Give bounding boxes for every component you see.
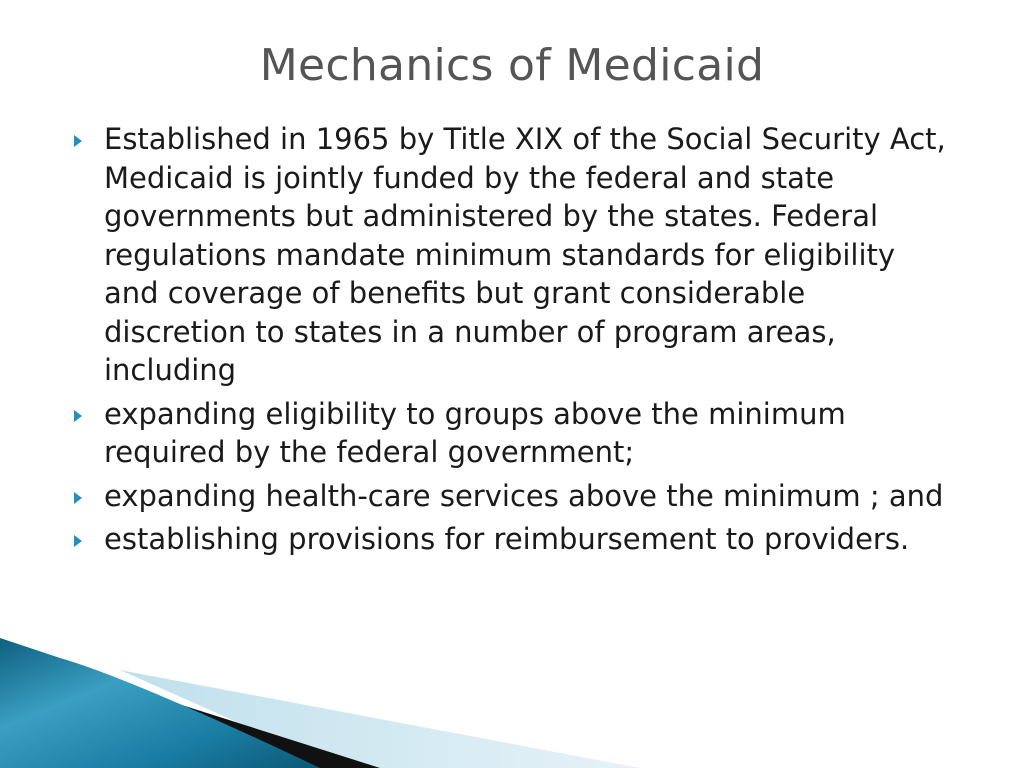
triangle-arrow-icon <box>74 535 82 547</box>
bullet-item <box>72 395 952 472</box>
bullet-item <box>72 120 952 390</box>
bullet-text: establishing provisions for reimbursement to providers. <box>104 522 910 556</box>
bullet-item <box>72 477 952 516</box>
triangle-arrow-icon <box>74 410 82 422</box>
bullet-item <box>72 520 952 559</box>
bullet-text: expanding eligibility to groups above the minimum required by the federal government; <box>104 396 846 469</box>
slide-title: Mechanics of Medicaid <box>259 40 765 91</box>
triangle-arrow-icon <box>74 135 82 147</box>
decorative-wave <box>0 638 1024 768</box>
bullet-text: expanding health-care services above the minimum ; and <box>104 478 944 513</box>
bullet-text: Established in 1965 by Title XIX of the Social Security Act, Medicaid is jointly funded by the federal and state governments but administered by the states. Federal regulations mandate minimum standards for eligibility and coverage of benefits but grant considerable discretion to states in a number of program areas, including <box>104 122 946 387</box>
triangle-arrow-icon <box>74 492 82 504</box>
bullet-list <box>72 120 952 564</box>
